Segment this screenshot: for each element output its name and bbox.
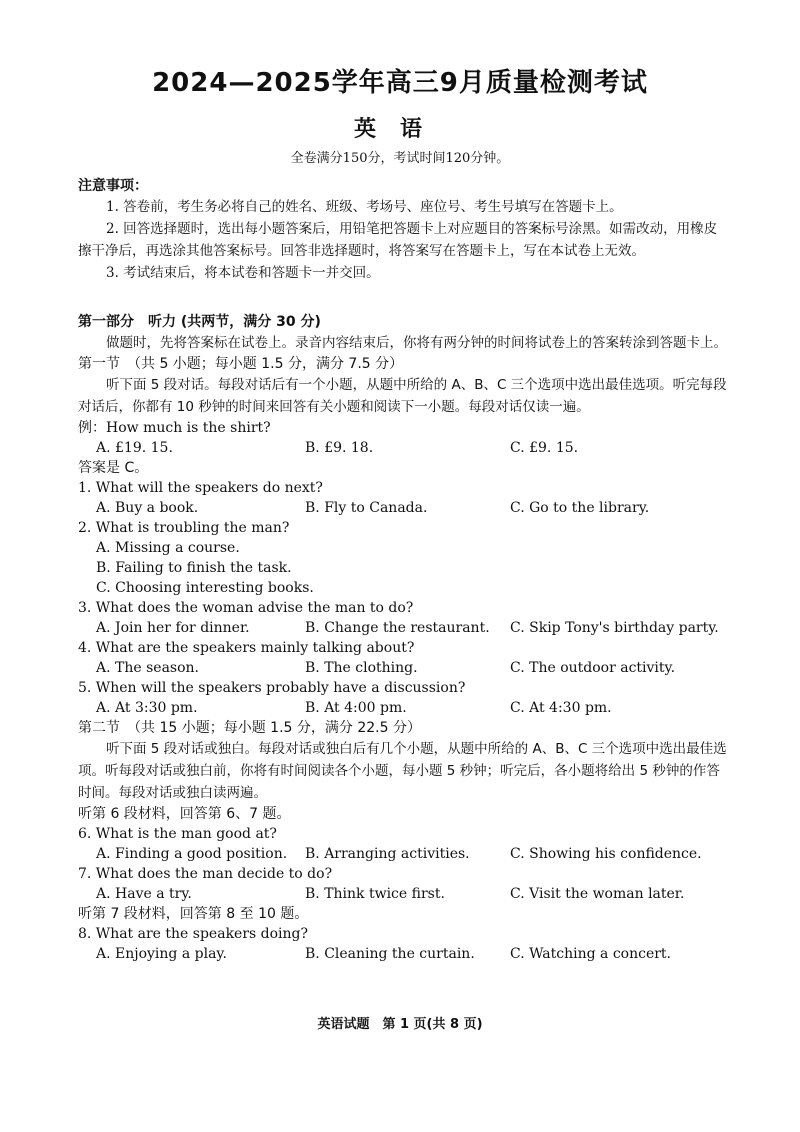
question-6-options bbox=[78, 844, 730, 864]
option-a: A. Enjoying a play. bbox=[96, 946, 227, 962]
example-options bbox=[78, 438, 730, 458]
note-item: 2. 回答选择题时，选出每小题答案后，用铅笔把答题卡上对应题目的答案标号涂黑。如需改动，用橡皮擦干净后，再选涂其他答案标号。回答非选择题时，将答案写在答题卡上，写在本试卷上无效。 bbox=[78, 221, 718, 259]
question-5-options bbox=[78, 698, 730, 718]
option-a: A. Have a try. bbox=[96, 886, 192, 902]
option-c: C. At 4:30 pm. bbox=[510, 700, 612, 716]
option-a: A. At 3:30 pm. bbox=[96, 700, 198, 716]
option-c: C. Go to the library. bbox=[510, 500, 650, 516]
option-a: A. £19. 15. bbox=[96, 440, 173, 456]
question-5: 5. When will the speakers probably have a discussion? bbox=[78, 680, 466, 696]
example-answer: 答案是 C。 bbox=[78, 460, 149, 476]
example-question: 例：How much is the shirt? bbox=[78, 420, 271, 436]
option-a: A. Missing a course. bbox=[96, 540, 240, 556]
question-1-options bbox=[78, 498, 730, 518]
question-4-options bbox=[78, 658, 730, 678]
material-7-heading: 听第 7 段材料，回答第 8 至 10 题。 bbox=[78, 906, 309, 922]
option-b: B. The clothing. bbox=[305, 660, 418, 676]
option-b: B. Fly to Canada. bbox=[305, 500, 428, 516]
part1-section bbox=[78, 312, 730, 964]
question-6: 6. What is the man good at? bbox=[78, 826, 277, 842]
question-3-options bbox=[78, 618, 730, 638]
option-c: C. Skip Tony's birthday party. bbox=[510, 620, 719, 636]
section2-heading: 第二节 （共 15 小题；每小题 1.5 分，满分 22.5 分） bbox=[78, 720, 421, 736]
option-b: B. Arranging activities. bbox=[305, 846, 470, 862]
question-8-options bbox=[78, 944, 730, 964]
page-footer: 英语试题 第 1 页(共 8 页) bbox=[317, 1017, 483, 1032]
question-3: 3. What does the woman advise the man to do? bbox=[78, 600, 414, 616]
option-a: A. Finding a good position. bbox=[96, 846, 288, 862]
question-1: 1. What will the speakers do next? bbox=[78, 480, 323, 496]
option-b: B. At 4:00 pm. bbox=[305, 700, 407, 716]
section1-heading: 第一节 （共 5 小题；每小题 1.5 分，满分 7.5 分） bbox=[78, 356, 404, 372]
note-item: 3. 考试结束后，将本试卷和答题卡一并交回。 bbox=[106, 265, 380, 281]
subject-title: 英语 bbox=[353, 117, 446, 142]
question-4: 4. What are the speakers mainly talking about? bbox=[78, 640, 415, 656]
notes-section bbox=[78, 176, 730, 284]
note-item: 1. 答卷前，考生务必将自己的姓名、班级、考场号、座位号、考生号填写在答题卡上。 bbox=[106, 199, 623, 215]
option-b: B. Cleaning the curtain. bbox=[305, 946, 475, 962]
part1-intro: 做题时，先将答案标在试卷上。录音内容结束后，你将有两分钟的时间将试卷上的答案转涂到答题卡上。 bbox=[106, 335, 727, 351]
section1-instructions: 听下面 5 段对话。每段对话后有一个小题，从题中所给的 A、B、C 三个选项中选出最佳选项。听完每段对话后，你都有 10 秒钟的时间来回答有关小题和阅读下一小题。每段对话仅读一遍。 bbox=[78, 377, 727, 415]
option-b: B. Think twice first. bbox=[305, 886, 445, 902]
option-c: C. £9. 15. bbox=[510, 440, 579, 456]
option-c: C. Showing his confidence. bbox=[510, 846, 702, 862]
option-a: A. Buy a book. bbox=[96, 500, 199, 516]
question-7: 7. What does the man decide to do? bbox=[78, 866, 333, 882]
option-b: B. Change the restaurant. bbox=[305, 620, 490, 636]
section2-instructions: 听下面 5 段对话或独白。每段对话或独白后有几个小题，从题中所给的 A、B、C 三个选项中选出最佳选项。听每段对话或独白前，你将有时间阅读各个小题，每小题 5 秒钟；听完后，各小题将给出 5 秒钟的作答时间。每段对话或独白读两遍。 bbox=[78, 741, 727, 801]
material-6-heading: 听第 6 段材料，回答第 6、7 题。 bbox=[78, 806, 291, 822]
part1-heading: 第一部分 听力 (共两节，满分 30 分) bbox=[78, 314, 321, 330]
question-8: 8. What are the speakers doing? bbox=[78, 926, 309, 942]
exam-info: 全卷满分150分，考试时间120分钟。 bbox=[290, 151, 510, 166]
option-b: B. Failing to finish the task. bbox=[96, 560, 292, 576]
notes-heading: 注意事项： bbox=[78, 178, 148, 194]
option-a: A. Join her for dinner. bbox=[96, 620, 250, 636]
option-c: C. The outdoor activity. bbox=[510, 660, 676, 676]
option-b: B. £9. 18. bbox=[305, 440, 374, 456]
question-7-options bbox=[78, 884, 730, 904]
option-c: C. Visit the woman later. bbox=[510, 886, 685, 902]
option-c: C. Watching a concert. bbox=[510, 946, 671, 962]
page-title: 2024—2025学年高三9月质量检测考试 bbox=[152, 68, 648, 98]
option-a: A. The season. bbox=[96, 660, 199, 676]
question-2: 2. What is troubling the man? bbox=[78, 520, 290, 536]
option-c: C. Choosing interesting books. bbox=[96, 580, 314, 596]
